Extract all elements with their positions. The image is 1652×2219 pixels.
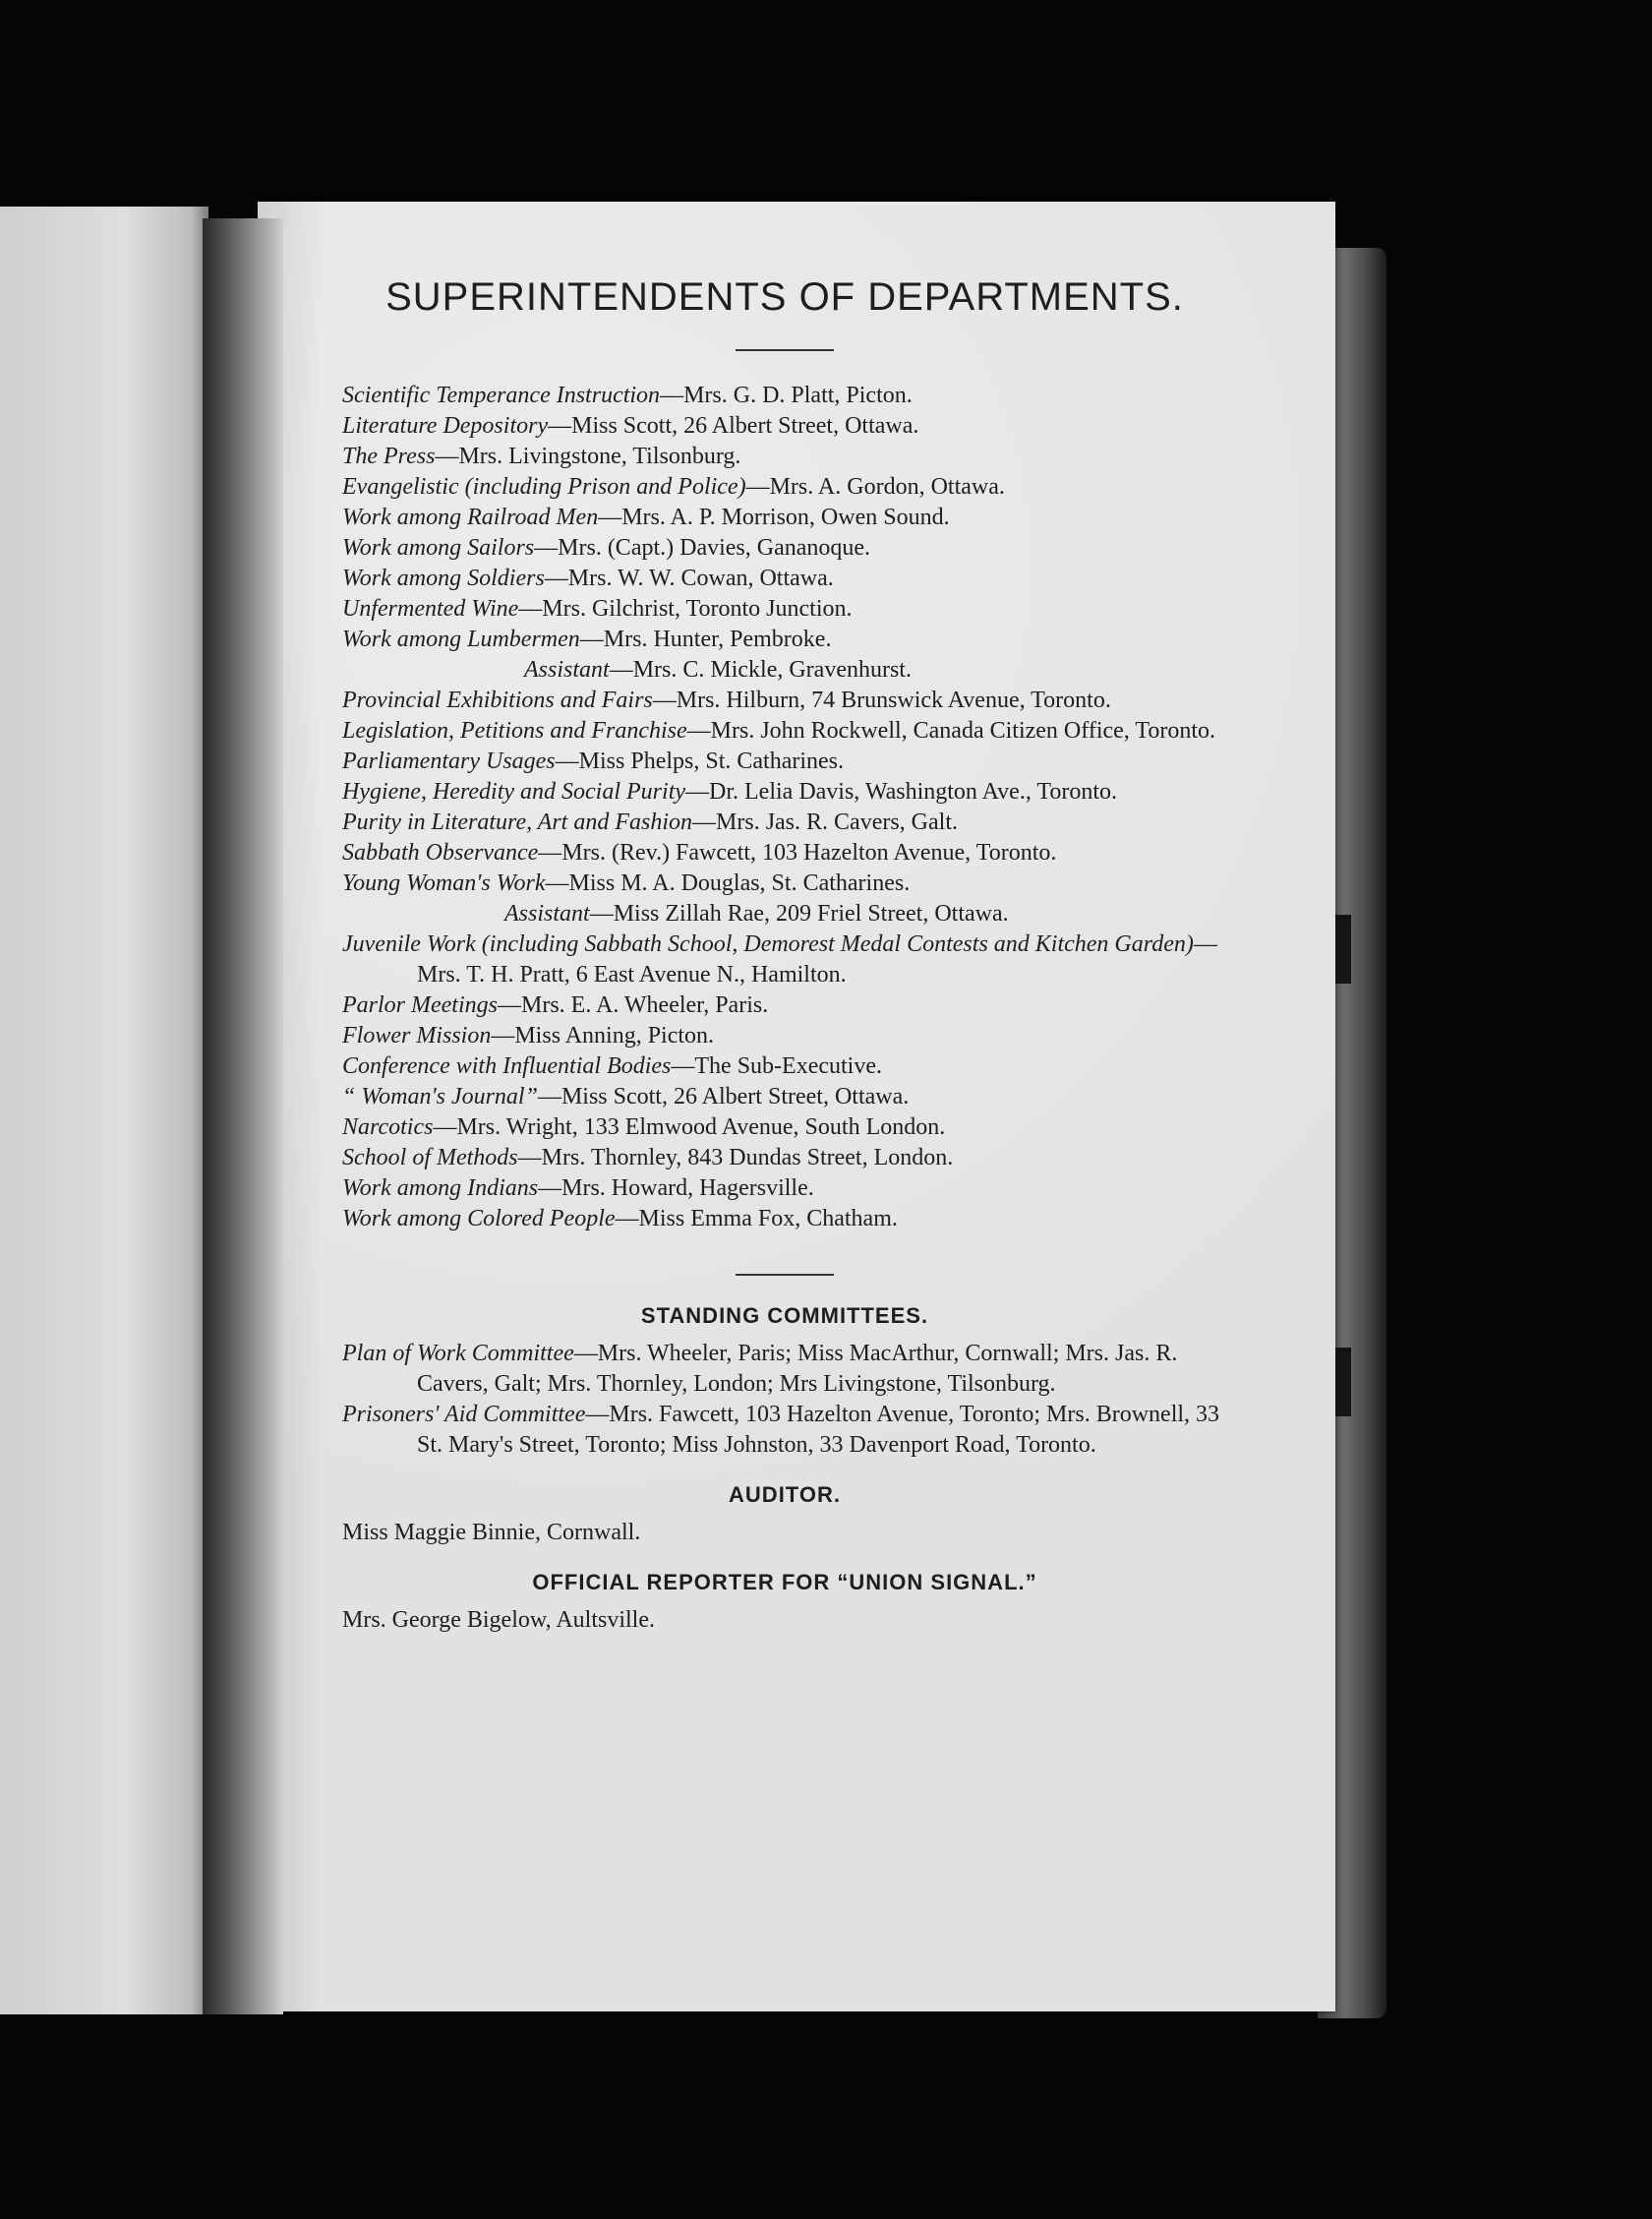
department-entry bbox=[342, 503, 1227, 533]
separator: — bbox=[517, 1145, 542, 1170]
committee-entry bbox=[342, 1339, 1227, 1400]
committee-entry bbox=[342, 1400, 1227, 1461]
superintendent-name: Mrs. John Rockwell, Canada Citizen Office, Toronto. bbox=[710, 718, 1215, 744]
separator: — bbox=[685, 779, 710, 805]
department-name: Flower Mission bbox=[342, 1023, 492, 1049]
superintendent-name: Mrs. Gilchrist, Toronto Junction. bbox=[542, 596, 853, 622]
auditor-entry: Miss Maggie Binnie, Cornwall. bbox=[342, 1520, 641, 1545]
separator: — bbox=[544, 566, 568, 591]
section-divider bbox=[736, 1274, 834, 1276]
department-name: Prisoners' Aid Committee bbox=[342, 1402, 586, 1427]
department-name: “ Woman's Journal” bbox=[342, 1084, 538, 1110]
separator: — bbox=[548, 413, 572, 439]
separator: — bbox=[598, 505, 622, 530]
superintendent-name: Mrs. Livingstone, Tilsonburg. bbox=[458, 444, 741, 469]
superintendent-name: Miss Phelps, St. Catharines. bbox=[578, 749, 844, 774]
separator: — bbox=[686, 718, 711, 744]
reporter-entry: Mrs. George Bigelow, Aultsville. bbox=[342, 1607, 655, 1633]
separator: — bbox=[692, 810, 717, 835]
department-name: Work among Railroad Men bbox=[342, 505, 599, 530]
page-gutter bbox=[203, 218, 283, 2014]
department-name: Parlor Meetings bbox=[342, 992, 498, 1018]
superintendent-name: Mrs. Fawcett, 103 Hazelton Avenue, Toronto; Mrs. Brownell, 33 St. Mary's Street, Toronto; Miss Johnston, 33 Davenport Road, Toronto. bbox=[417, 1402, 1220, 1458]
department-entry bbox=[342, 564, 1227, 594]
department-entry bbox=[524, 655, 1227, 686]
department-name: Young Woman's Work bbox=[342, 870, 546, 896]
superintendent-name: Mrs. Howard, Hagersville. bbox=[561, 1175, 814, 1201]
department-entry bbox=[504, 899, 1227, 930]
department-entry bbox=[342, 533, 1227, 564]
superintendent-name: Mrs. W. W. Cowan, Ottawa. bbox=[567, 566, 834, 591]
superintendent-name: Mrs. G. D. Platt, Picton. bbox=[683, 383, 913, 408]
department-entry bbox=[342, 1143, 1227, 1173]
committees-list bbox=[342, 1339, 1227, 1461]
department-entry bbox=[342, 1082, 1227, 1112]
separator: — bbox=[660, 383, 684, 408]
superintendent-name: Dr. Lelia Davis, Washington Ave., Toronto. bbox=[709, 779, 1118, 805]
department-entry bbox=[342, 442, 1227, 472]
separator: — bbox=[745, 474, 770, 500]
department-entry bbox=[342, 411, 1227, 442]
superintendent-name: The Sub-Executive. bbox=[694, 1053, 882, 1079]
department-entry bbox=[342, 930, 1227, 990]
department-name: Work among Indians bbox=[342, 1175, 539, 1201]
superintendent-name: Miss Scott, 26 Albert Street, Ottawa. bbox=[560, 1084, 910, 1110]
superintendent-name: Miss Zillah Rae, 209 Friel Street, Ottawa. bbox=[613, 901, 1009, 927]
department-name: The Press bbox=[342, 444, 436, 469]
separator: — bbox=[652, 688, 677, 713]
department-entry bbox=[342, 1173, 1227, 1204]
department-entry bbox=[342, 1204, 1227, 1234]
separator: — bbox=[538, 840, 562, 866]
department-entry bbox=[342, 716, 1227, 747]
department-entry bbox=[342, 686, 1227, 716]
separator: — bbox=[615, 1206, 639, 1231]
superintendent-name: Mrs. Thornley, 843 Dundas Street, London. bbox=[541, 1145, 954, 1170]
department-name: Legislation, Petitions and Franchise bbox=[342, 718, 687, 744]
department-name: Parliamentary Usages bbox=[342, 749, 556, 774]
separator: — bbox=[497, 992, 521, 1018]
separator: — bbox=[433, 1114, 457, 1140]
department-entry bbox=[342, 838, 1227, 869]
department-entry bbox=[342, 990, 1227, 1021]
separator: — bbox=[555, 749, 579, 774]
superintendent-name: Miss Anning, Picton. bbox=[514, 1023, 715, 1049]
department-name: Purity in Literature, Art and Fashion bbox=[342, 810, 693, 835]
separator: — bbox=[435, 444, 459, 469]
department-entry bbox=[342, 625, 1227, 655]
department-name: Evangelistic (including Prison and Police) bbox=[342, 474, 746, 500]
department-name: School of Methods bbox=[342, 1145, 518, 1170]
department-entry bbox=[342, 381, 1227, 411]
department-name: Conference with Influential Bodies bbox=[342, 1053, 672, 1079]
department-name: Unfermented Wine bbox=[342, 596, 519, 622]
separator: — bbox=[1193, 931, 1217, 957]
department-name: Work among Colored People bbox=[342, 1206, 616, 1231]
department-name: Plan of Work Committee bbox=[342, 1341, 574, 1366]
superintendent-name: Mrs. Wright, 133 Elmwood Avenue, South London. bbox=[456, 1114, 946, 1140]
page-title: SUPERINTENDENTS OF DEPARTMENTS. bbox=[385, 275, 1184, 319]
separator: — bbox=[518, 596, 543, 622]
reporter-heading: OFFICIAL REPORTER FOR “UNION SIGNAL.” bbox=[532, 1570, 1037, 1594]
separator: — bbox=[545, 870, 569, 896]
departments-list bbox=[342, 381, 1227, 1234]
superintendent-name: Mrs. Hilburn, 74 Brunswick Avenue, Toronto. bbox=[676, 688, 1111, 713]
department-name: Literature Depository bbox=[342, 413, 549, 439]
separator: — bbox=[491, 1023, 515, 1049]
department-name: Sabbath Observance bbox=[342, 840, 539, 866]
separator: — bbox=[589, 901, 614, 927]
department-name: Assistant bbox=[504, 901, 590, 927]
separator: — bbox=[534, 535, 559, 561]
separator: — bbox=[573, 1341, 598, 1366]
department-name: Scientific Temperance Instruction bbox=[342, 383, 661, 408]
superintendent-name: Miss Scott, 26 Albert Street, Ottawa. bbox=[571, 413, 919, 439]
separator: — bbox=[538, 1175, 562, 1201]
department-entry bbox=[342, 808, 1227, 838]
superintendent-name: Mrs. (Capt.) Davies, Gananoque. bbox=[558, 535, 871, 561]
department-name: Assistant bbox=[524, 657, 610, 683]
page-content bbox=[342, 275, 1227, 1636]
department-entry bbox=[342, 747, 1227, 777]
separator: — bbox=[585, 1402, 610, 1427]
separator: — bbox=[609, 657, 633, 683]
superintendent-name: Mrs. C. Mickle, Gravenhurst. bbox=[632, 657, 912, 683]
superintendent-name: Mrs. Jas. R. Cavers, Galt. bbox=[716, 810, 958, 835]
department-name: Hygiene, Heredity and Social Purity bbox=[342, 779, 686, 805]
department-entry bbox=[342, 1112, 1227, 1143]
separator: — bbox=[579, 627, 604, 652]
department-name: Narcotics bbox=[342, 1114, 434, 1140]
superintendent-name: Miss M. A. Douglas, St. Catharines. bbox=[568, 870, 911, 896]
separator: — bbox=[671, 1053, 695, 1079]
title-divider bbox=[736, 349, 834, 351]
superintendent-name: Mrs. (Rev.) Fawcett, 103 Hazelton Avenue, Toronto. bbox=[561, 840, 1057, 866]
auditor-heading: AUDITOR. bbox=[729, 1482, 841, 1507]
department-entry bbox=[342, 1051, 1227, 1082]
standing-committees-heading: STANDING COMMITTEES. bbox=[640, 1303, 929, 1328]
department-name: Provincial Exhibitions and Fairs bbox=[342, 688, 653, 713]
department-name: Work among Sailors bbox=[342, 535, 535, 561]
superintendent-name: Mrs. A. Gordon, Ottawa. bbox=[769, 474, 1005, 500]
superintendent-name: Mrs. E. A. Wheeler, Paris. bbox=[520, 992, 769, 1018]
department-entry bbox=[342, 869, 1227, 899]
superintendent-name: Mrs. Wheeler, Paris; Miss MacArthur, Cornwall; Mrs. Jas. R. Cavers, Galt; Mrs. Thornley, London; Mrs Livingstone, Tilsonburg. bbox=[417, 1341, 1178, 1397]
superintendent-name: Mrs. Hunter, Pembroke. bbox=[603, 627, 832, 652]
department-entry bbox=[342, 777, 1227, 808]
left-page-edge bbox=[0, 207, 208, 2014]
separator: — bbox=[537, 1084, 561, 1110]
superintendent-name: Mrs. A. P. Morrison, Owen Sound. bbox=[621, 505, 950, 530]
department-name: Juvenile Work (including Sabbath School, Demorest Medal Contests and Kitchen Garden) bbox=[342, 931, 1194, 957]
superintendent-name: Miss Emma Fox, Chatham. bbox=[638, 1206, 898, 1231]
department-name: Work among Soldiers bbox=[342, 566, 545, 591]
department-entry bbox=[342, 594, 1227, 625]
superintendent-name: Mrs. T. H. Pratt, 6 East Avenue N., Hamilton. bbox=[417, 962, 847, 988]
department-entry bbox=[342, 1021, 1227, 1051]
department-name: Work among Lumbermen bbox=[342, 627, 580, 652]
department-entry bbox=[342, 472, 1227, 503]
